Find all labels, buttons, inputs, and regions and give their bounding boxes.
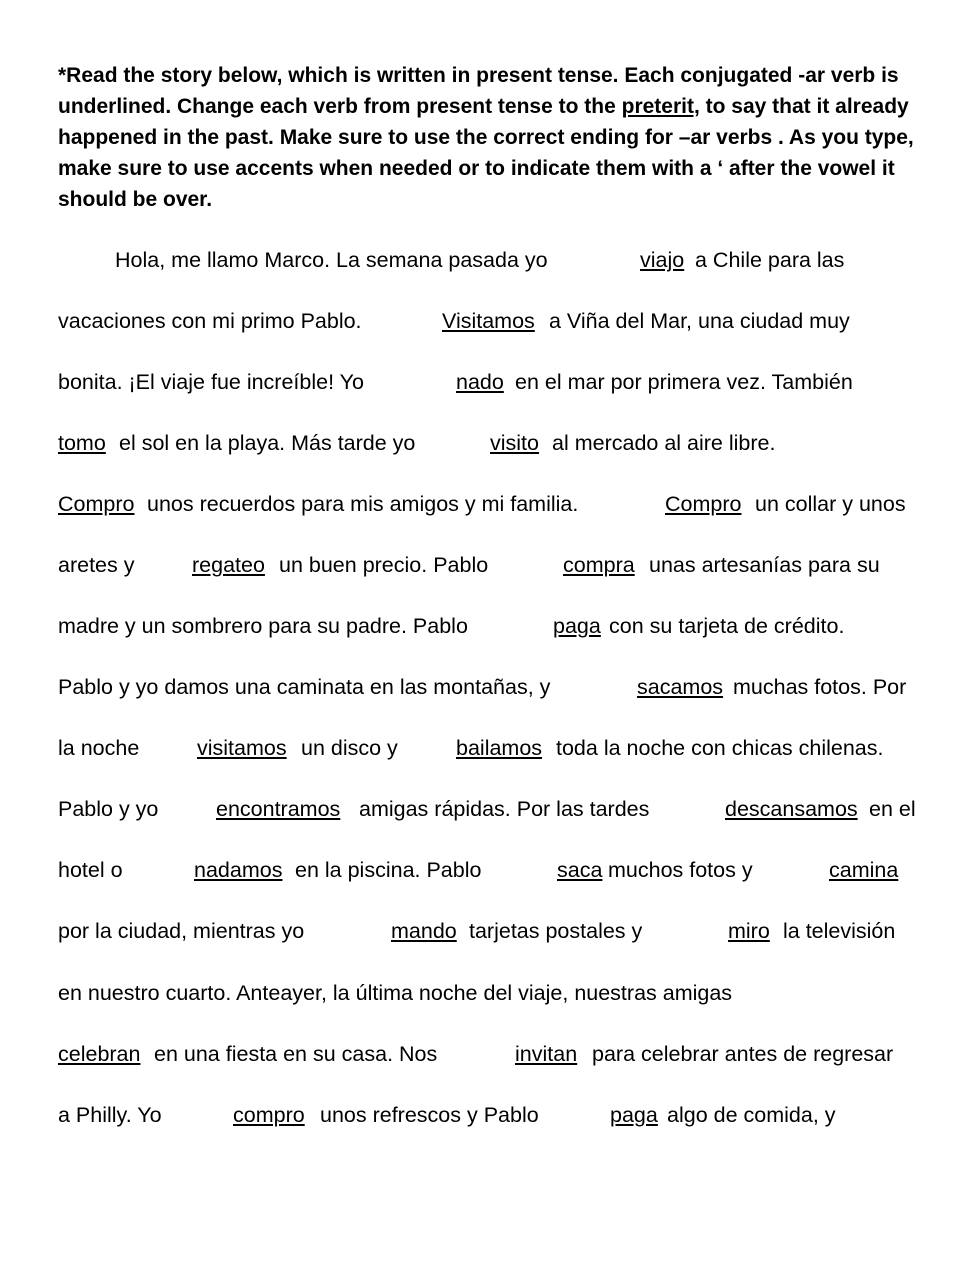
verb-blank[interactable]: nado (456, 370, 504, 394)
verb-blank[interactable]: compra (563, 553, 635, 577)
verb-blank[interactable]: celebran (58, 1042, 141, 1066)
story-text: Pablo y yo damos una caminata en las montañas, y (58, 675, 551, 699)
verb-blank[interactable]: Compro (58, 492, 135, 516)
story-line (58, 309, 938, 339)
story-text: bonita. ¡El viaje fue increíble! Yo (58, 370, 364, 394)
story-text: Hola, me llamo Marco. La semana pasada yo (115, 248, 548, 272)
story-text: aretes y (58, 553, 135, 577)
story-text: la noche (58, 736, 140, 760)
story-text: en el (869, 797, 916, 821)
verb-blank[interactable]: visito (490, 431, 539, 455)
story-line (58, 1103, 938, 1133)
verb-blank[interactable]: miro (728, 919, 770, 943)
story-text: en una fiesta en su casa. Nos (154, 1042, 438, 1066)
story-text: madre y un sombrero para su padre. Pablo (58, 614, 468, 638)
story-text: un buen precio. Pablo (279, 553, 489, 577)
story-text: el sol en la playa. Más tarde yo (119, 431, 416, 455)
story-text: amigas rápidas. Por las tardes (359, 797, 650, 821)
instructions-paragraph (58, 60, 938, 215)
story-text: para celebrar antes de regresar (592, 1042, 894, 1066)
verb-blank[interactable]: Compro (665, 492, 742, 516)
preterit-term: preterit, (621, 95, 700, 118)
story-text: unos refrescos y Pablo (320, 1103, 539, 1127)
story-line (58, 248, 938, 278)
story-text: a Viña del Mar, una ciudad muy (549, 309, 850, 333)
story-line (58, 797, 938, 827)
verb-blank[interactable]: visitamos (197, 736, 287, 760)
story-text: a Chile para las (695, 248, 845, 272)
story-text: muchos fotos y (608, 858, 753, 882)
story-line (58, 553, 938, 583)
story-text: en la piscina. Pablo (295, 858, 482, 882)
story-text: tarjetas postales y (469, 919, 643, 943)
story-line (58, 919, 938, 949)
story-text: por la ciudad, mientras yo (58, 919, 305, 943)
story-text: algo de comida, y (667, 1103, 836, 1127)
story-text: en nuestro cuarto. Anteayer, la última noche del viaje, nuestras amigas (58, 981, 733, 1005)
verb-blank[interactable]: Visitamos (442, 309, 535, 333)
verb-blank[interactable]: encontramos (216, 797, 341, 821)
story-text: un disco y (301, 736, 398, 760)
story-line (58, 736, 938, 766)
verb-blank[interactable]: tomo (58, 431, 106, 455)
verb-blank[interactable]: saca (557, 858, 603, 882)
verb-blank[interactable]: sacamos (637, 675, 724, 699)
story-text: la televisión (783, 919, 896, 943)
story-line (58, 1042, 938, 1072)
verb-blank[interactable]: mando (391, 919, 457, 943)
story-text: con su tarjeta de crédito. (609, 614, 845, 638)
verb-blank[interactable]: nadamos (194, 858, 283, 882)
story-text: al mercado al aire libre. (552, 431, 776, 455)
verb-blank[interactable]: descansamos (725, 797, 858, 821)
instructions-text-1: *Read the story below, which is written in present tense. Each conjugated -ar verb is underlined. Change each verb from present tense to the (58, 64, 899, 118)
story-text: en el mar por primera vez. También (515, 370, 853, 394)
story-text: Pablo y yo (58, 797, 159, 821)
story-text: un collar y unos (755, 492, 906, 516)
story-text: unos recuerdos para mis amigos y mi familia. (147, 492, 579, 516)
verb-blank[interactable]: invitan (515, 1042, 578, 1066)
verb-blank[interactable]: bailamos (456, 736, 543, 760)
story-line (58, 858, 938, 888)
verb-blank[interactable]: compro (233, 1103, 305, 1127)
story-line (58, 492, 938, 522)
story-text: a Philly. Yo (58, 1103, 162, 1127)
story-line (58, 431, 938, 461)
verb-blank[interactable]: regateo (192, 553, 265, 577)
instructions-text-2: to say that it already happened in the past. Make sure to use the correct ending for –ar verbs . As you type, make sure to use accents when needed or to indicate them with a ‘ after the vowel it should be over. (58, 95, 914, 211)
story-line (58, 370, 938, 400)
story-text: hotel o (58, 858, 123, 882)
story-text: vacaciones con mi primo Pablo. (58, 309, 362, 333)
story-line (58, 614, 938, 644)
story-line (58, 981, 938, 1011)
story-text: muchas fotos. Por (733, 675, 907, 699)
verb-blank[interactable]: paga (553, 614, 601, 638)
story-text: unas artesanías para su (649, 553, 880, 577)
story-line (58, 675, 938, 705)
verb-blank[interactable]: paga (610, 1103, 658, 1127)
verb-blank[interactable]: viajo (640, 248, 685, 272)
story-text: toda la noche con chicas chilenas. (556, 736, 884, 760)
verb-blank[interactable]: camina (829, 858, 899, 882)
